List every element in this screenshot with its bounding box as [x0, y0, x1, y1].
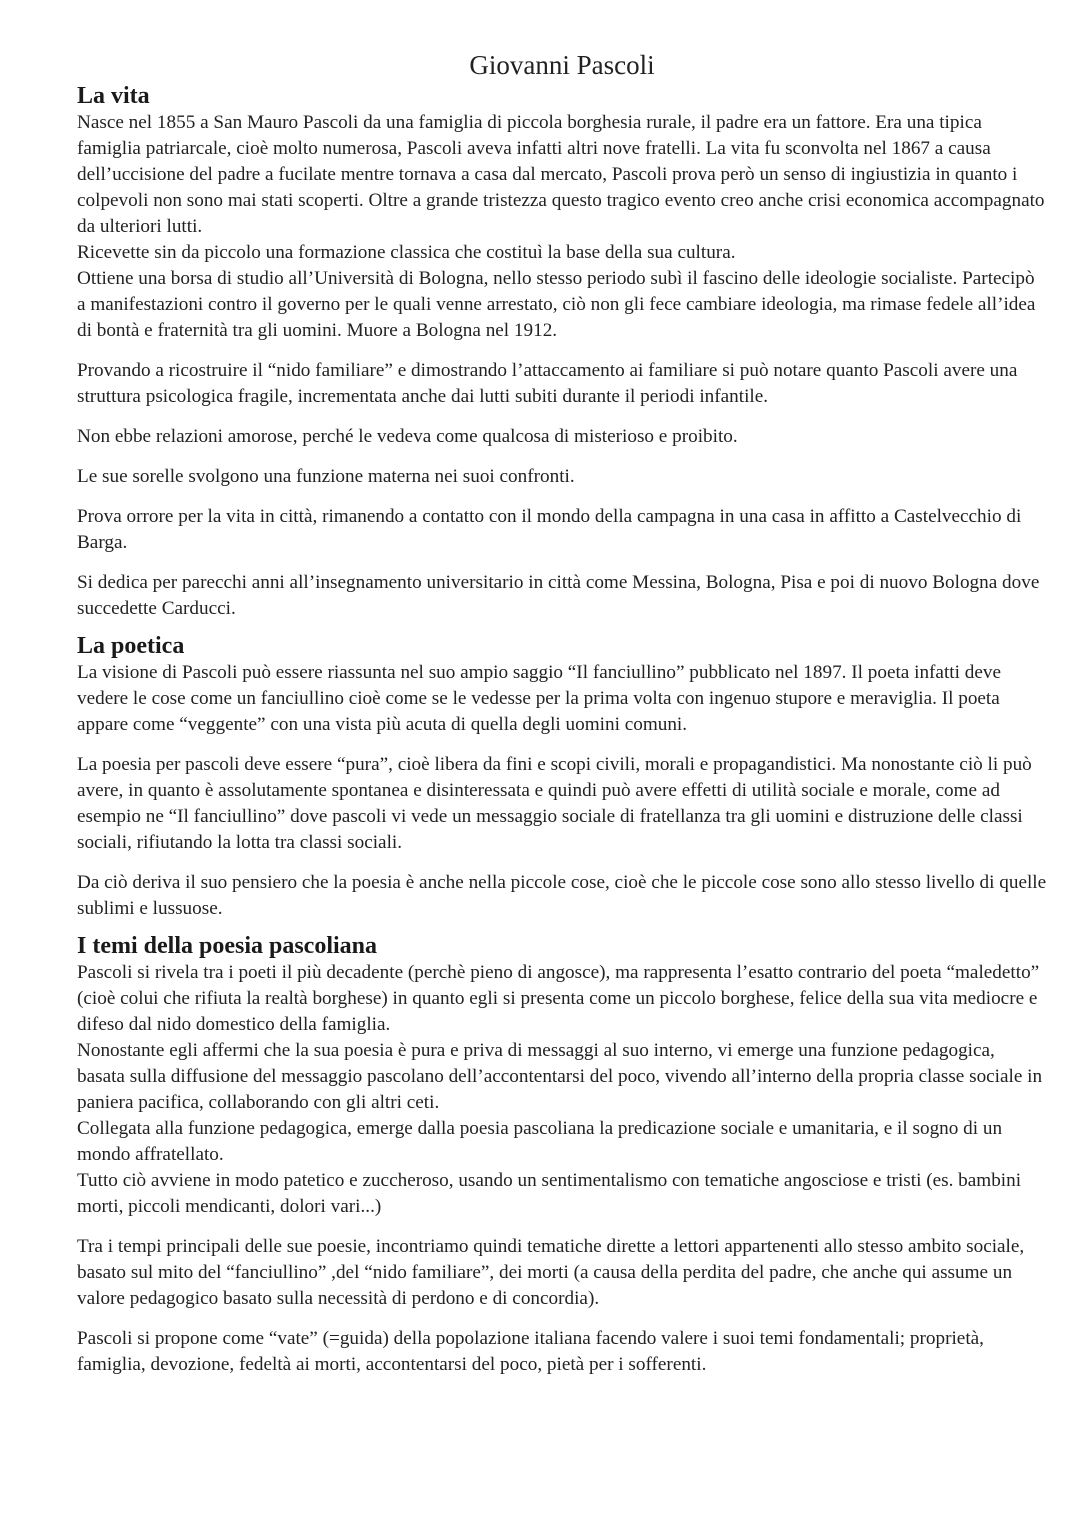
paragraph: Tutto ciò avviene in modo patetico e zuccheroso, usando un sentimentalismo con tematiche angosciose e tristi (es. bambini morti, piccoli mendicanti, dolori vari...): [77, 1170, 1022, 1217]
paragraph: Nonostante egli affermi che la sua poesia è pura e priva di messaggi al suo interno, vi emerge una funzione pedagogica, basata sulla diffusione del messaggio pascolano dell’accontentarsi del poco, vivendo all’interno della propria classe sociale in paniera pacifica, collaborando con gli altri ceti.: [77, 1040, 1043, 1113]
document-title: Giovanni Pascoli: [469, 50, 655, 80]
paragraph: Prova orrore per la vita in città, rimanendo a contatto con il mondo della campagna in una casa in affitto a Castelvecchio di Barga.: [77, 506, 1022, 553]
paragraph: Tra i tempi principali delle sue poesie, incontriamo quindi tematiche dirette a lettori appartenenti allo stesso ambito sociale, basato sul mito del “fanciullino” ,del “nido familiare”, dei morti (a causa della perdita del padre, che anche qui assume un valore pedagogico basato sulla necessità di perdono e di concordia).: [77, 1236, 1025, 1309]
paragraph: Ricevette sin da piccolo una formazione classica che costituì la base della sua cultura.: [77, 242, 736, 263]
section-la-poetica: [77, 632, 1047, 922]
paragraph: Le sue sorelle svolgono una funzione materna nei suoi confronti.: [77, 466, 575, 487]
paragraph: Pascoli si rivela tra i poeti il più decadente (perchè pieno di angosce), ma rappresenta l’esatto contrario del poeta “maledetto” (cioè colui che rifiuta la realtà borghese) in quanto egli si presenta come un piccolo borghese, felice della sua vita mediocre e difeso dal nido domestico della famiglia.: [77, 962, 1040, 1035]
paragraph: Non ebbe relazioni amorose, perché le vedeva come qualcosa di misterioso e proibito.: [77, 426, 738, 447]
paragraph: Ottiene una borsa di studio all’Università di Bologna, nello stesso periodo subì il fascino delle ideologie socialiste. Partecipò a manifestazioni contro il governo per le quali venne arrestato, ciò non gli fece cambiare ideologia, ma rimase fedele all’idea di bontà e fraternità tra gli uomini. Muore a Bologna nel 1912.: [77, 268, 1036, 341]
paragraph: Si dedica per parecchi anni all’insegnamento universitario in città come Messina, Bologna, Pisa e poi di nuovo Bologna dove succedette Carducci.: [77, 572, 1040, 619]
paragraph: Da ciò deriva il suo pensiero che la poesia è anche nella piccole cose, cioè che le piccole cose sono allo stesso livello di quelle sublimi e lussuose.: [77, 872, 1047, 919]
paragraph: La poesia per pascoli deve essere “pura”, cioè libera da fini e scopi civili, morali e propagandistici. Ma nonostante ciò li può avere, in quanto è assolutamente spontanea e disinteressata e quindi può avere effetti di utilità sociale e morale, come ad esempio ne “Il fanciullino” dove pascoli vi vede un messaggio sociale di fratellanza tra gli uomini e distruzione delle classi sociali, rifiutando la lotta tra classi sociali.: [77, 754, 1032, 853]
paragraph: Collegata alla funzione pedagogica, emerge dalla poesia pascoliana la predicazione sociale e umanitaria, e il sogno di un mondo affratellato.: [77, 1118, 1003, 1165]
section-heading: La poetica: [77, 633, 185, 659]
paragraph: Nasce nel 1855 a San Mauro Pascoli da una famiglia di piccola borghesia rurale, il padre era un fattore. Era una tipica famiglia patriarcale, cioè molto numerosa, Pascoli aveva infatti altri nove fratelli. La vita fu sconvolta nel 1867 a causa dell’uccisione del padre a fucilate mentre tornava a casa dal mercato, Pascoli prova però un senso di ingiustizia in quanto i colpevoli non sono mai stati scoperti. Oltre a grande tristezza questo tragico evento creo anche crisi economica accompagnato da ulteriori lutti.: [77, 112, 1045, 237]
section-la-vita: [77, 82, 1047, 622]
section-heading: I temi della poesia pascoliana: [77, 933, 378, 959]
document-page: [77, 48, 1047, 1378]
section-temi-poesia: [77, 932, 1047, 1378]
paragraph: Pascoli si propone come “vate” (=guida) della popolazione italiana facendo valere i suoi temi fondamentali; proprietà, famiglia, devozione, fedeltà ai morti, accontentarsi del poco, pietà per i sofferenti.: [77, 1328, 984, 1375]
paragraph: La visione di Pascoli può essere riassunta nel suo ampio saggio “Il fanciullino” pubblicato nel 1897. Il poeta infatti deve vedere le cose come un fanciullino cioè come se le vedesse per la prima volta con ingenuo stupore e meraviglia. Il poeta appare come “veggente” con una vista più acuta di quella degli uomini comuni.: [77, 662, 1001, 735]
paragraph: Provando a ricostruire il “nido familiare” e dimostrando l’attaccamento ai familiare si può notare quanto Pascoli avere una struttura psicologica fragile, incrementata anche dai lutti subiti durante il periodi infantile.: [77, 360, 1018, 407]
section-heading: La vita: [77, 83, 150, 109]
